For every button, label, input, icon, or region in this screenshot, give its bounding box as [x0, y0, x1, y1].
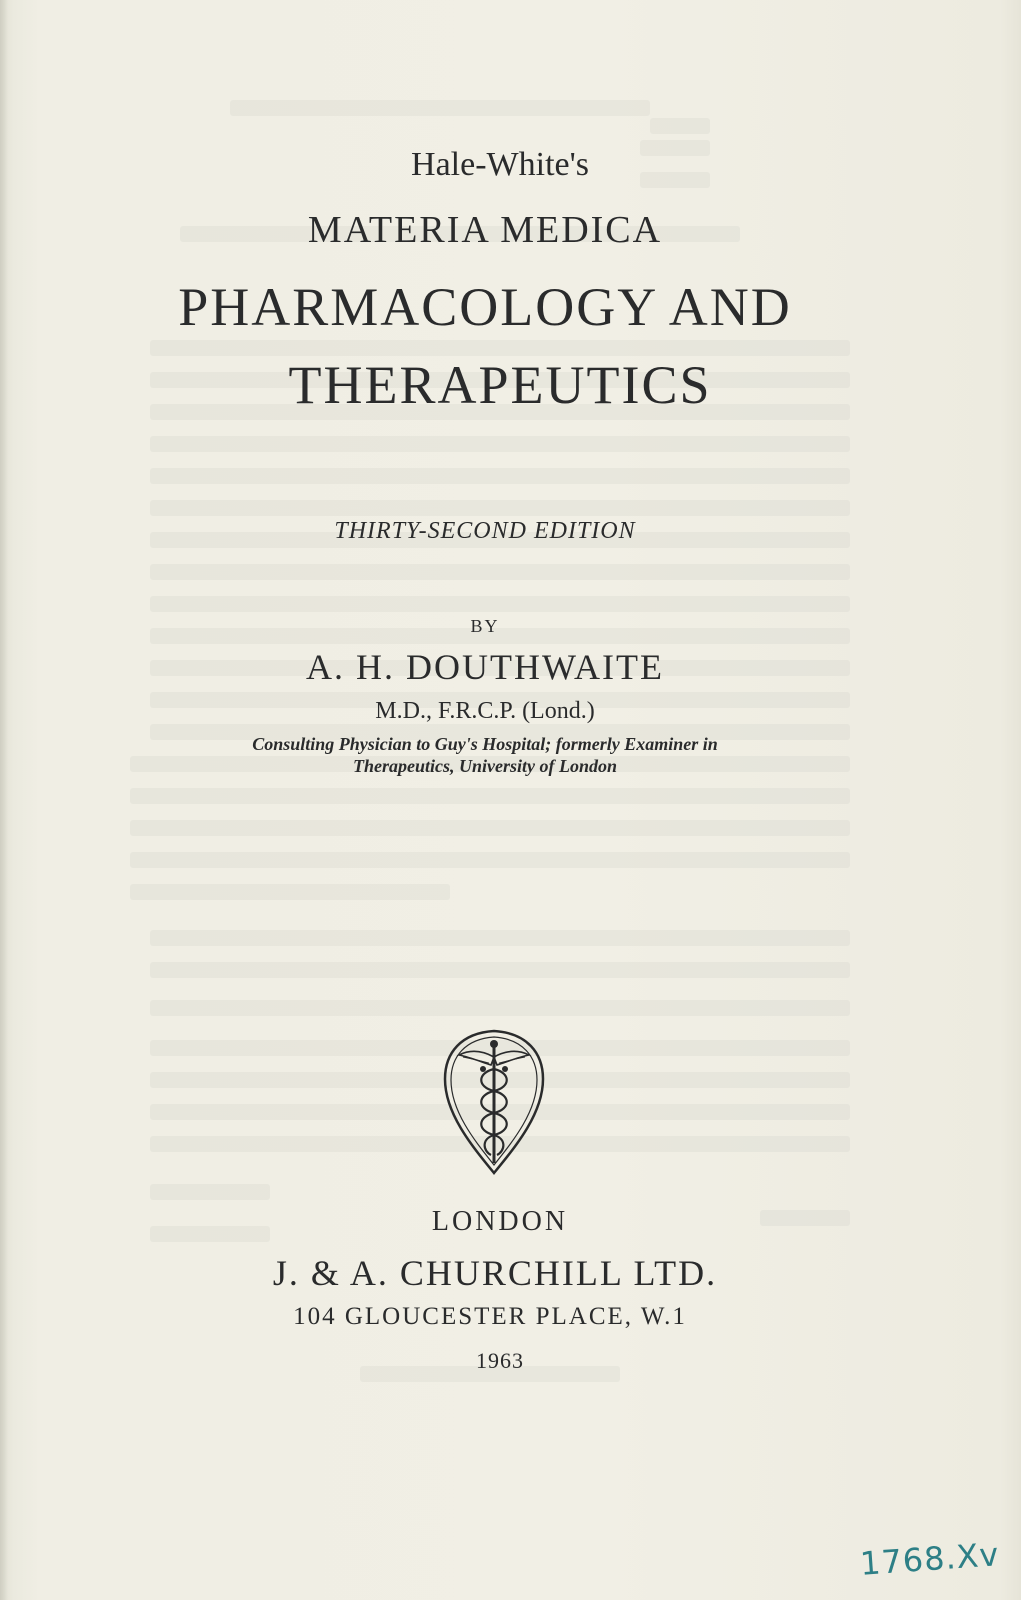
author-name: A. H. DOUTHWAITE: [306, 647, 664, 687]
caduceus-shield-icon: [441, 1027, 547, 1177]
publisher-address: 104 GLOUCESTER PLACE, W.1: [293, 1303, 687, 1330]
author-affiliation-line-2: Therapeutics, University of London: [353, 756, 617, 776]
by-label: BY: [470, 616, 500, 636]
edition-label: THIRTY-SECOND EDITION: [334, 518, 636, 544]
author-affiliation-line-1: Consulting Physician to Guy's Hospital; formerly Examiner in: [252, 734, 718, 754]
publisher-city: LONDON: [431, 1206, 569, 1237]
main-title-line-2: THERAPEUTICS: [288, 355, 712, 415]
publisher-name: J. & A. CHURCHILL LTD.: [272, 1253, 718, 1293]
author-possessive-line: Hale-White's: [411, 146, 589, 183]
author-degrees: M.D., F.R.C.P. (Lond.): [375, 698, 595, 724]
main-title-line-1: PHARMACOLOGY AND: [178, 277, 792, 337]
series-title: MATERIA MEDICA: [307, 209, 663, 251]
handwritten-shelf-mark: 1768.Xv: [858, 1535, 1001, 1583]
publication-year: 1963: [476, 1348, 524, 1373]
